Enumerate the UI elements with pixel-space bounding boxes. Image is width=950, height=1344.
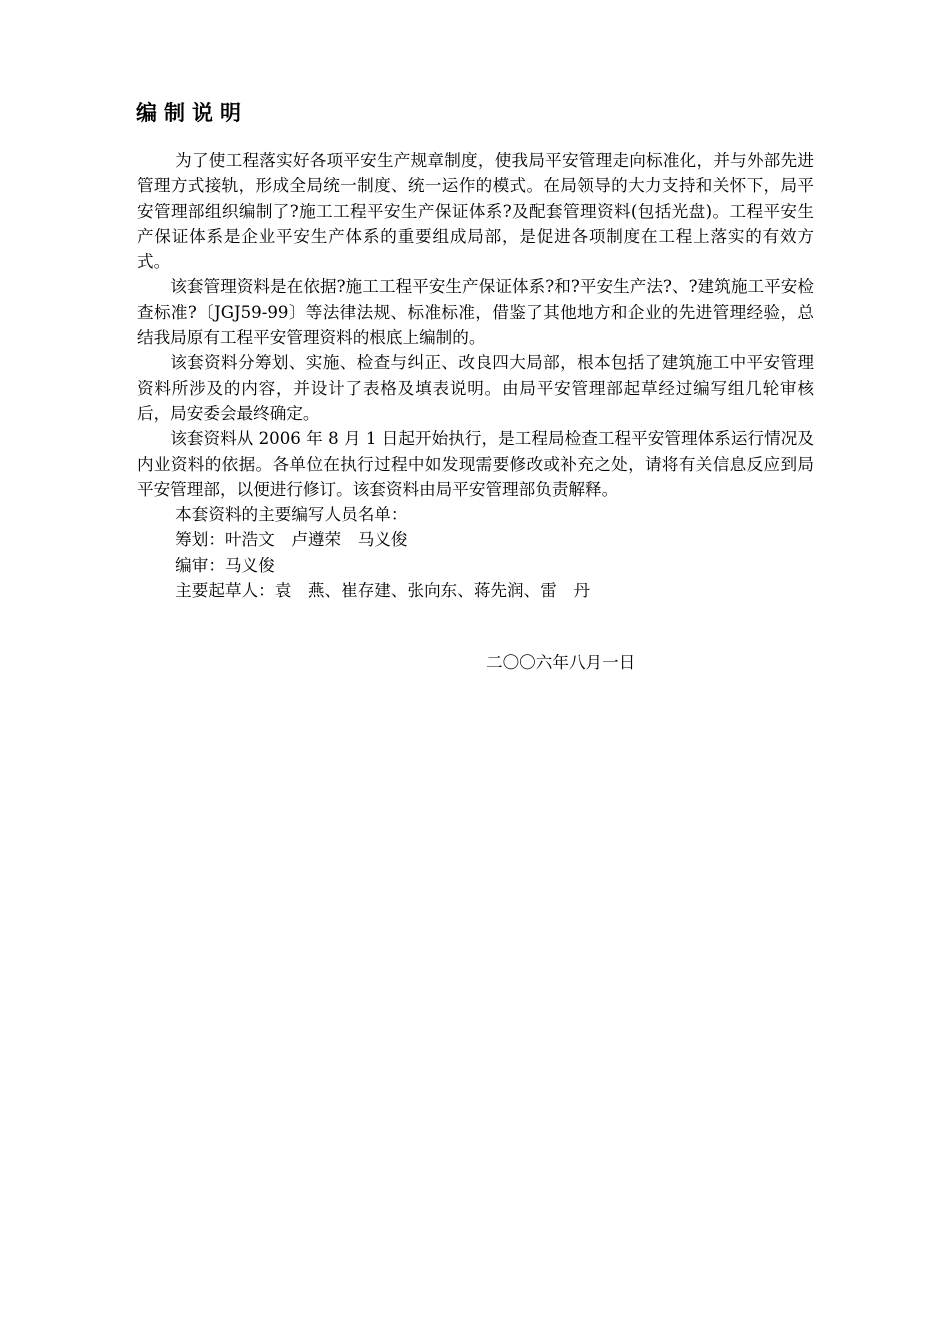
paragraph-execution: 该套资料从 2006 年 8 月 1 日起开始执行，是工程局检查工程平安管理体系运行情况及内业资料的依据。各单位在执行过程中如发现需要修改或补充之处，请将有关信息反应到局平安管理部，以便进行修订。该套资料由局平安管理部负责解释。	[137, 429, 814, 499]
document-body	[137, 148, 814, 603]
authors-intro: 本套资料的主要编写人员名单：	[175, 505, 408, 525]
review-line: 编审：马义俊	[175, 555, 275, 575]
drafters-line: 主要起草人：袁 燕、崔存建、张向东、蒋先润、雷 丹	[175, 581, 591, 601]
planning-line: 筹划：叶浩文 卢遵荣 马义俊	[175, 530, 408, 550]
paragraph-intro: 为了使工程落实好各项平安生产规章制度，使我局平安管理走向标准化，并与外部先进管理方式接轨，形成全局统一制度、统一运作的模式。在局领导的大力支持和关怀下，局平安管理部组织编制了?施工工程平安生产保证体系?及配套管理资料(包括光盘)。工程平安生产保证体系是企业平安生产体系的重要组成局部，是促进各项制度在工程上落实的有效方式。	[137, 151, 814, 272]
document-title: 编制说明	[136, 101, 248, 125]
paragraph-basis: 该套管理资料是在依据?施工工程平安生产保证体系?和?平安生产法?、?建筑施工平安检查标准?〔JGJ59-99〕等法律法规、标准标准，借鉴了其他地方和企业的先进管理经验，总结我局原有工程平安管理资料的根底上编制的。	[137, 277, 814, 348]
paragraph-structure: 该套资料分筹划、实施、检查与纠正、改良四大局部，根本包括了建筑施工中平安管理资料所涉及的内容，并设计了表格及填表说明。由局平安管理部起草经过编写组几轮审核后，局安委会最终确定。	[137, 353, 814, 423]
document-date: 二〇〇六年八月一日	[486, 653, 636, 672]
